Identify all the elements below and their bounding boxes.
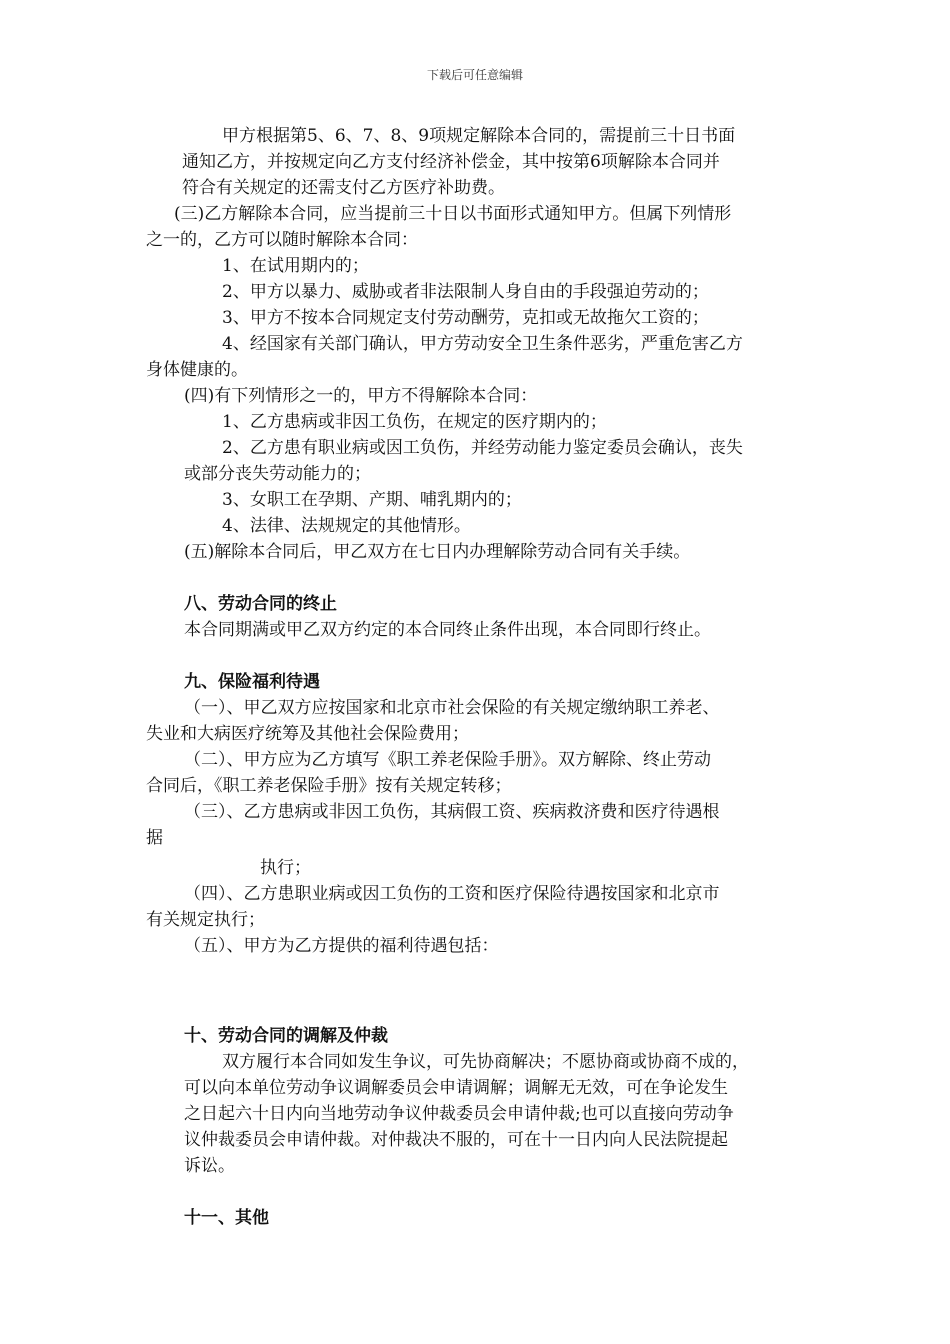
paragraph-line: 诉讼。: [184, 1156, 235, 1176]
paragraph-line: 失业和大病医疗统筹及其他社会保险费用；: [146, 724, 469, 744]
paragraph-line: 合同后，《职工养老保险手册》按有关规定转移；: [146, 776, 512, 796]
paragraph-line: 之日起六十日内向当地劳动争议仲裁委员会申请仲裁;也可以直接向劳动争: [184, 1104, 734, 1124]
paragraph-line: 通知乙方，并按规定向乙方支付经济补偿金，其中按第6项解除本合同并: [182, 152, 720, 172]
paragraph-line: 甲方根据第5、6、7、8、9项规定解除本合同的，需提前三十日书面: [222, 126, 736, 146]
clause-three-line: (三)乙方解除本合同，应当提前三十日以书面形式通知甲方。但属下列情形: [174, 204, 732, 224]
list-item: 4、法律、法规规定的其他情形。: [222, 516, 471, 536]
paragraph-line: 有关规定执行；: [146, 910, 265, 930]
paragraph-line: 本合同期满或甲乙双方约定的本合同终止条件出现，本合同即行终止。: [184, 620, 711, 640]
paragraph-line: 身体健康的。: [146, 360, 248, 380]
paragraph-line: （五）、甲方为乙方提供的福利待遇包括：: [184, 936, 499, 956]
section-heading-arbitration: 十、劳动合同的调解及仲裁: [184, 1026, 388, 1046]
paragraph-line: 之一的，乙方可以随时解除本合同：: [146, 230, 418, 250]
paragraph-line: 符合有关规定的还需支付乙方医疗补助费。: [182, 178, 505, 198]
paragraph-line: 或部分丧失劳动能力的；: [184, 464, 371, 484]
clause-four-line: (四)有下列情形之一的，甲方不得解除本合同：: [184, 386, 538, 406]
clause-five-line: (五)解除本合同后，甲乙双方在七日内办理解除劳动合同有关手续。: [184, 542, 691, 562]
paragraph-line: （四）、乙方患职业病或因工负伤的工资和医疗保险待遇按国家和北京市: [184, 884, 720, 904]
section-heading-other: 十一、其他: [184, 1208, 269, 1228]
paragraph-line: 议仲裁委员会申请仲裁。对仲裁决不服的，可在十一日内向人民法院提起: [184, 1130, 728, 1150]
section-heading-insurance: 九、保险福利待遇: [184, 672, 320, 692]
list-item: 3、女职工在孕期、产期、哺乳期内的；: [222, 490, 522, 510]
paragraph-line: （一）、甲乙双方应按国家和北京市社会保险的有关规定缴纳职工养老、: [184, 698, 720, 718]
paragraph-line: 执行；: [260, 858, 311, 878]
page-header: 下载后可任意编辑: [426, 68, 523, 82]
section-heading-termination: 八、劳动合同的终止: [184, 594, 337, 614]
paragraph-line: （二）、甲方应为乙方填写《职工养老保险手册》。双方解除、终止劳动: [184, 750, 711, 770]
paragraph-line: （三）、乙方患病或非因工负伤，其病假工资、疾病救济费和医疗待遇根: [184, 802, 720, 822]
list-item: 2、乙方患有职业病或因工负伤，并经劳动能力鉴定委员会确认，丧失: [222, 438, 743, 458]
paragraph-line: 可以向本单位劳动争议调解委员会申请调解；调解无无效，可在争论发生: [184, 1078, 728, 1098]
list-item: 4、经国家有关部门确认，甲方劳动安全卫生条件恶劣，严重危害乙方: [222, 334, 743, 354]
paragraph-line: 据: [146, 828, 163, 848]
paragraph-line: 双方履行本合同如发生争议，可先协商解决；不愿协商或协商不成的，: [222, 1052, 749, 1072]
list-item: 1、乙方患病或非因工负伤，在规定的医疗期内的；: [222, 412, 607, 432]
list-item: 2、甲方以暴力、威胁或者非法限制人身自由的手段强迫劳动的；: [222, 282, 709, 302]
list-item: 3、甲方不按本合同规定支付劳动酬劳，克扣或无故拖欠工资的；: [222, 308, 709, 328]
list-item: 1、在试用期内的；: [222, 256, 369, 276]
